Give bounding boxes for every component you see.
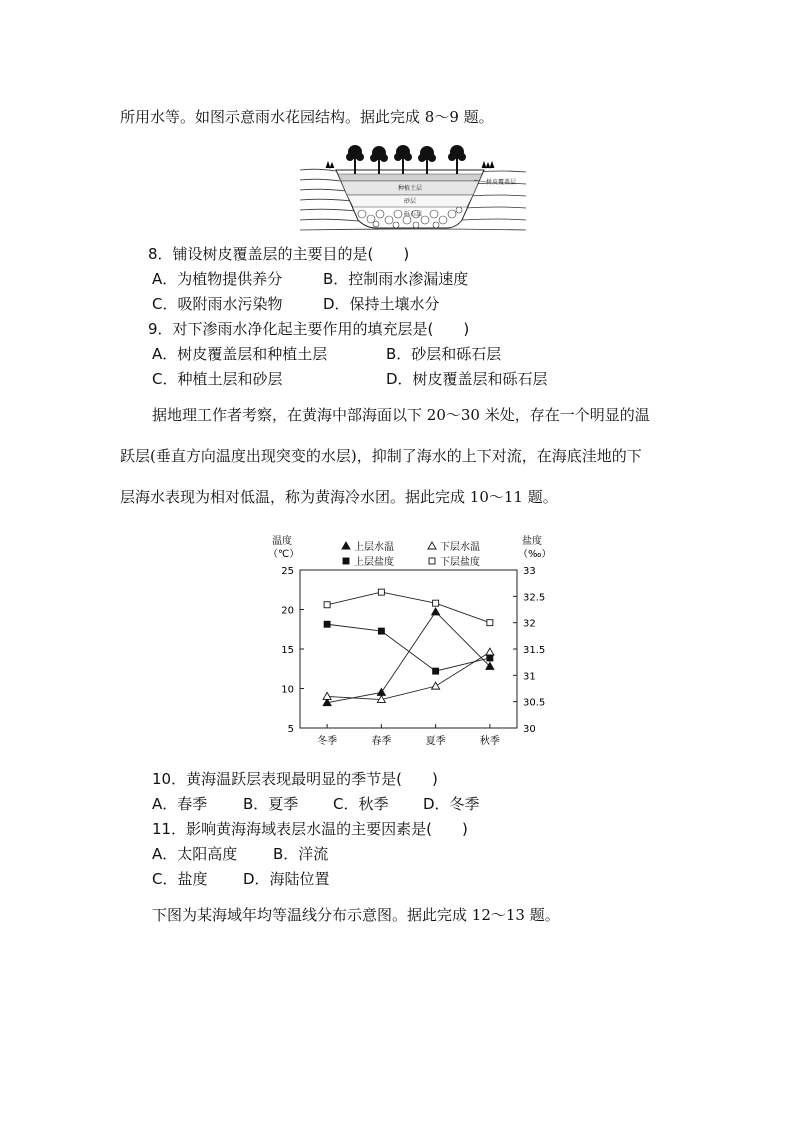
q8-option-b[interactable]: B．控制雨水渗漏速度 <box>323 270 469 288</box>
left-tick-label: 10 <box>281 684 294 696</box>
x-tick-label: 冬季 <box>317 736 338 747</box>
q9-option-c[interactable]: C．种植土层和砂层 <box>152 370 283 388</box>
right-tick-label: 31 <box>523 671 536 683</box>
legend-label: 上层盐度 <box>354 557 394 568</box>
data-point <box>432 608 440 615</box>
data-point <box>343 558 349 564</box>
data-point <box>433 600 439 606</box>
data-point <box>378 589 384 595</box>
data-point <box>324 621 330 627</box>
left-tick-label: 15 <box>281 645 294 656</box>
q11-option-c[interactable]: C．盐度 <box>152 870 208 888</box>
right-tick-label: 32.5 <box>523 592 546 604</box>
q8-option-d[interactable]: D．保持土壤水分 <box>323 295 440 313</box>
data-point <box>433 668 439 674</box>
passage-line-1: 据地理工作者考察，在黄海中部海面以下 20～30 米处，存在一个明显的温 <box>152 406 650 424</box>
q8-stem: 8．铺设树皮覆盖层的主要目的是( ) <box>148 245 410 263</box>
mulch-layer <box>338 174 482 181</box>
q11-option-a[interactable]: A．太阳高度 <box>152 845 238 863</box>
plot-frame <box>300 570 517 728</box>
data-point <box>428 542 436 549</box>
right-tick-label: 32 <box>523 618 536 630</box>
intro-text: 所用水等。如图示意雨水花园结构。据此完成 8～9 题。 <box>120 108 494 126</box>
label-sand: 砂层 <box>404 198 417 205</box>
q9-option-b[interactable]: B．砂层和砾石层 <box>386 345 502 363</box>
data-point <box>429 558 435 564</box>
rain-garden-diagram <box>296 140 530 238</box>
data-point <box>342 542 350 549</box>
left-tick-label: 20 <box>281 605 294 617</box>
series-line <box>327 592 490 623</box>
data-point <box>378 628 384 634</box>
final-text: 下图为某海域年均等温线分布示意图。据此完成 12～13 题。 <box>152 906 560 924</box>
data-point <box>432 682 440 689</box>
right-axis-unit: （‰） <box>518 549 552 560</box>
data-point <box>377 688 385 695</box>
q8-option-c[interactable]: C．吸附雨水污染物 <box>152 295 283 313</box>
q11-option-b[interactable]: B．洋流 <box>273 845 329 863</box>
data-point <box>487 620 493 626</box>
series-line <box>327 624 490 671</box>
data-point <box>487 655 493 661</box>
passage-line-3: 层海水表现为相对低温，称为黄海冷水团。据此完成 10～11 题。 <box>120 488 558 506</box>
q9-option-d[interactable]: D．树皮覆盖层和砾石层 <box>386 370 548 388</box>
q9-stem: 9．对下渗雨水净化起主要作用的填充层是( ) <box>148 320 470 338</box>
left-tick-label: 5 <box>287 724 294 735</box>
series-line <box>327 612 490 703</box>
right-tick-label: 33 <box>523 566 536 577</box>
right-tick-label: 30 <box>523 724 536 735</box>
q9-option-a[interactable]: A．树皮覆盖层和种植土层 <box>152 345 328 363</box>
q10-stem: 10．黄海温跃层表现最明显的季节是( ) <box>152 770 438 788</box>
right-axis-label: 盐度 <box>522 536 542 547</box>
x-tick-label: 秋季 <box>479 736 500 747</box>
label-mulch: 树皮覆盖层 <box>486 179 517 186</box>
x-tick-label: 春季 <box>371 736 392 747</box>
legend-label: 下层水温 <box>440 542 480 553</box>
legend-label: 下层盐度 <box>440 557 480 568</box>
label-planting: 种植土层 <box>398 185 423 192</box>
data-point <box>486 648 494 655</box>
q11-stem: 11．影响黄海海域表层水温的主要因素是( ) <box>152 820 468 838</box>
label-gravel: 砾石层 <box>404 211 423 218</box>
q11-option-d[interactable]: D．海陆位置 <box>243 870 330 888</box>
legend-label: 上层水温 <box>354 542 394 553</box>
left-axis-label: 温度 <box>272 536 292 547</box>
q10-option-b[interactable]: B．夏季 <box>243 795 299 813</box>
x-tick-label: 夏季 <box>425 736 446 747</box>
left-axis-unit: （℃） <box>268 549 300 560</box>
left-tick-label: 25 <box>281 566 294 577</box>
passage-line-2: 跃层(垂直方向温度出现突变的水层)，抑制了海水的上下对流，在海底洼地的下 <box>120 447 642 465</box>
q10-option-d[interactable]: D．冬季 <box>423 795 480 813</box>
q10-option-a[interactable]: A．春季 <box>152 795 208 813</box>
data-point <box>323 692 331 699</box>
right-tick-label: 31.5 <box>523 645 546 656</box>
data-point <box>324 602 330 608</box>
q10-option-c[interactable]: C．秋季 <box>333 795 389 813</box>
q8-option-a[interactable]: A．为植物提供养分 <box>152 270 283 288</box>
right-tick-label: 30.5 <box>523 697 546 709</box>
yellow-sea-chart <box>260 528 560 756</box>
series-line <box>327 652 490 699</box>
